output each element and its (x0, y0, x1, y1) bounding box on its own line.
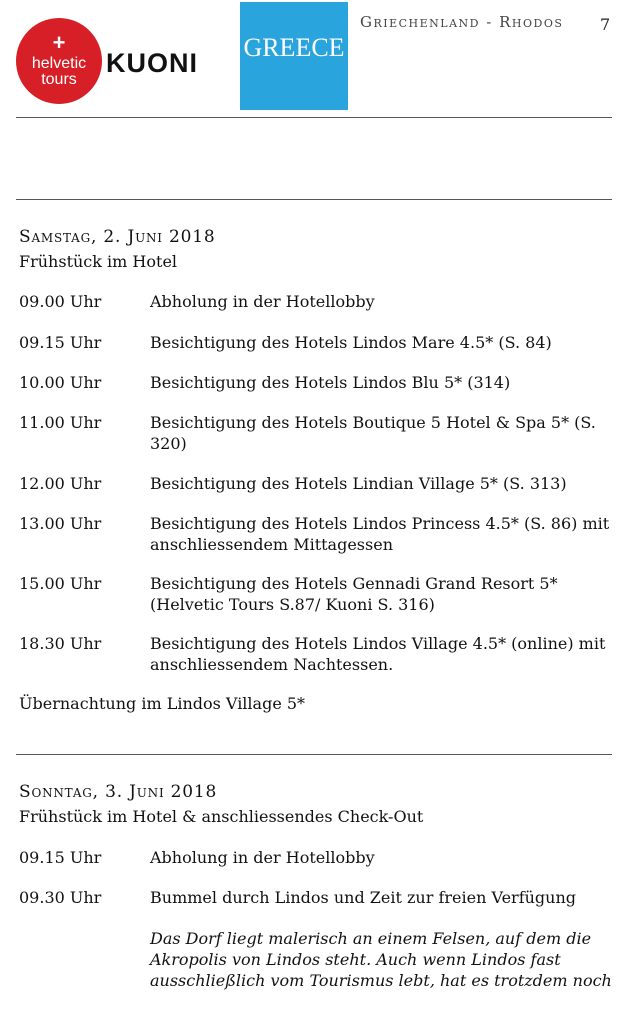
schedule-time: 09.15 Uhr (19, 848, 102, 867)
page-number: 7 (600, 15, 611, 34)
schedule-text: Abholung in der Hotellobby (150, 848, 375, 867)
running-head: Griechenland - Rhodos (360, 13, 564, 31)
section-rule (16, 199, 612, 200)
day-subtitle: Frühstück im Hotel (19, 252, 178, 271)
schedule-time: 10.00 Uhr (19, 373, 102, 392)
schedule-time: 11.00 Uhr (19, 413, 102, 432)
header-rule (16, 117, 612, 118)
schedule-text: Besichtigung des Hotels Lindos Blu 5* (314) (150, 373, 511, 392)
schedule-text: Besichtigung des Hotels Boutique 5 Hotel & Spa 5* (S. 320) (150, 413, 596, 453)
helvetic-tours-logo (16, 18, 102, 104)
schedule-time: 13.00 Uhr (19, 514, 102, 533)
schedule-text: Besichtigung des Hotels Gennadi Grand Resort 5* (Helvetic Tours S.87/ Kuoni S. 316) (150, 574, 558, 614)
schedule-time: 09.15 Uhr (19, 333, 102, 352)
schedule-time: 15.00 Uhr (19, 574, 102, 593)
day-heading: Samstag, 2. Juni 2018 (19, 227, 216, 247)
schedule-time: 09.00 Uhr (19, 292, 102, 311)
overnight-note: Übernachtung im Lindos Village 5* (19, 694, 306, 713)
greece-logo-text: GREECE (243, 33, 345, 62)
day-heading: Sonntag, 3. Juni 2018 (19, 782, 218, 802)
kuoni-logo: KUONI (106, 48, 198, 78)
schedule-text: Besichtigung des Hotels Lindos Princess 4.5* (S. 86) mit anschliessendem Mittagessen (150, 514, 610, 554)
helvetic-logo-line2: tours (41, 71, 77, 88)
lindos-description: Das Dorf liegt malerisch an einem Felsen, auf dem die Akropolis von Lindos steht. Auch wenn Lindos fast ausschließlich vom Tourismus lebt, hat es trotzdem noch (150, 929, 612, 990)
day-subtitle: Frühstück im Hotel & anschliessendes Check-Out (19, 807, 424, 826)
schedule-time: 12.00 Uhr (19, 474, 102, 493)
schedule-text: Abholung in der Hotellobby (150, 292, 375, 311)
helvetic-logo-plus: + (52, 30, 66, 55)
page-header (0, 0, 640, 118)
schedule-text: Besichtigung des Hotels Lindian Village 5* (S. 313) (150, 474, 567, 493)
schedule-time: 09.30 Uhr (19, 888, 102, 907)
section-rule (16, 754, 612, 755)
schedule-time: 18.30 Uhr (19, 634, 102, 653)
schedule-text: Besichtigung des Hotels Lindos Mare 4.5* (S. 84) (150, 333, 552, 352)
schedule-text: Besichtigung des Hotels Lindos Village 4.5* (online) mit anschliessendem Nachtessen. (150, 634, 606, 674)
greece-logo (240, 2, 348, 110)
helvetic-logo-line1: helvetic (31, 55, 87, 72)
schedule-text: Bummel durch Lindos und Zeit zur freien Verfügung (150, 888, 577, 907)
